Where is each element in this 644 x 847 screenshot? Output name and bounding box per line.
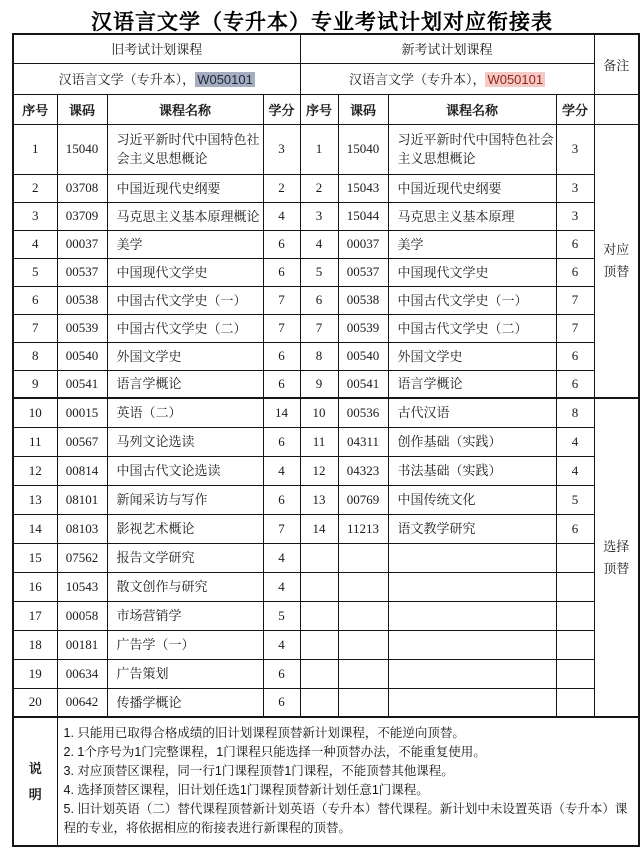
old-course-no: 3: [13, 202, 57, 230]
new-course-credit: [556, 688, 594, 717]
old-course-credit: 6: [263, 258, 300, 286]
new-major-code-highlight: W050101: [487, 72, 544, 87]
new-course-credit: 6: [556, 514, 594, 543]
old-course-credit: 4: [263, 202, 300, 230]
old-course-name: 语言学概论: [107, 370, 263, 398]
new-course-credit: [556, 630, 594, 659]
new-course-name: [388, 543, 556, 572]
old-course-credit: 6: [263, 485, 300, 514]
old-course-name: 中国现代文学史: [107, 258, 263, 286]
table-row: [13, 659, 639, 688]
old-course-credit: 7: [263, 286, 300, 314]
old-course-code: 10543: [57, 572, 107, 601]
new-course-code: 00539: [338, 314, 388, 342]
old-course-credit: 6: [263, 427, 300, 456]
old-course-name: 中国古代文论选读: [107, 456, 263, 485]
old-course-no: 11: [13, 427, 57, 456]
new-major-cell: [300, 63, 594, 94]
old-course-credit: 6: [263, 342, 300, 370]
new-course-code: [338, 688, 388, 717]
note-item: 1. 只能用已取得合格成绩的旧计划课程顶替新计划课程，不能逆向顶替。: [63, 726, 465, 740]
remark-choose-line2: 顶替: [603, 560, 630, 576]
new-course-code: [338, 659, 388, 688]
new-col-no: 序号: [300, 94, 338, 124]
remark-correspond-cell: [594, 124, 639, 398]
old-course-code: 08103: [57, 514, 107, 543]
old-course-no: 16: [13, 572, 57, 601]
new-course-name: 书法基础（实践）: [388, 456, 556, 485]
new-course-name: 马克思主义基本原理: [388, 202, 556, 230]
table-row: [13, 601, 639, 630]
old-course-code: 00642: [57, 688, 107, 717]
old-course-code: 00541: [57, 370, 107, 398]
old-course-name: 习近平新时代中国特色社会主义思想概论: [107, 124, 263, 174]
table-row: [13, 230, 639, 258]
old-course-credit: 6: [263, 370, 300, 398]
new-course-code: [338, 543, 388, 572]
remark-correspond-line1: 对应: [603, 241, 630, 257]
old-course-no: 4: [13, 230, 57, 258]
new-course-no: 13: [300, 485, 338, 514]
new-course-name: 习近平新时代中国特色社会主义思想概论: [388, 124, 556, 174]
new-course-credit: [556, 601, 594, 630]
new-course-credit: 6: [556, 370, 594, 398]
new-course-code: 00769: [338, 485, 388, 514]
new-course-code: 15043: [338, 174, 388, 202]
new-course-name: 美学: [388, 230, 556, 258]
old-course-code: 08101: [57, 485, 107, 514]
new-course-credit: 5: [556, 485, 594, 514]
new-course-credit: 6: [556, 258, 594, 286]
notes-label-line2: 明: [28, 786, 42, 802]
new-course-name: 中国古代文学史（二）: [388, 314, 556, 342]
old-course-credit: 4: [263, 456, 300, 485]
new-course-name: 创作基础（实践）: [388, 427, 556, 456]
old-course-name: 散文创作与研究: [107, 572, 263, 601]
old-course-no: 1: [13, 124, 57, 174]
new-course-name: 古代汉语: [388, 398, 556, 427]
new-course-name: 外国文学史: [388, 342, 556, 370]
old-course-code: 07562: [57, 543, 107, 572]
linkage-table: [12, 33, 640, 847]
remark-spacer-cell: [594, 94, 639, 124]
old-course-name: 中国近现代史纲要: [107, 174, 263, 202]
new-course-name: 中国传统文化: [388, 485, 556, 514]
notes-label: [13, 717, 57, 846]
new-course-credit: 6: [556, 230, 594, 258]
old-course-code: 00537: [57, 258, 107, 286]
table-row: [13, 314, 639, 342]
new-course-credit: 3: [556, 124, 594, 174]
table-row: [13, 370, 639, 398]
new-course-code: 00538: [338, 286, 388, 314]
new-course-code: 04311: [338, 427, 388, 456]
old-course-code: 00058: [57, 601, 107, 630]
old-course-code: 00539: [57, 314, 107, 342]
new-course-no: [300, 543, 338, 572]
table-row: [13, 342, 639, 370]
old-course-no: 8: [13, 342, 57, 370]
old-course-no: 15: [13, 543, 57, 572]
new-course-credit: 3: [556, 202, 594, 230]
old-course-credit: 2: [263, 174, 300, 202]
old-course-name: 中国古代文学史（一）: [107, 286, 263, 314]
new-course-no: 12: [300, 456, 338, 485]
old-course-credit: 4: [263, 543, 300, 572]
remark-correspond-line2: 顶替: [603, 263, 630, 279]
new-course-code: 15044: [338, 202, 388, 230]
new-col-credit: 学分: [556, 94, 594, 124]
new-course-name: [388, 688, 556, 717]
old-major-code-highlight: W050101: [197, 72, 253, 87]
old-course-credit: 7: [263, 314, 300, 342]
new-plan-section-title: 新考试计划课程: [300, 34, 594, 63]
new-course-no: 4: [300, 230, 338, 258]
old-course-code: 00037: [57, 230, 107, 258]
old-course-credit: 5: [263, 601, 300, 630]
old-course-code: 00538: [57, 286, 107, 314]
note-item: 5. 旧计划英语（二）替代课程顶替新计划英语（专升本）替代课程。新计划中未设置英语（专升本）课程的专业，将依据相应的衔接表进行新课程的顶替。: [63, 802, 628, 835]
old-course-no: 17: [13, 601, 57, 630]
new-course-code: 00037: [338, 230, 388, 258]
table-row: [13, 202, 639, 230]
table-row: [13, 688, 639, 717]
old-course-name: 传播学概论: [107, 688, 263, 717]
old-course-name: 美学: [107, 230, 263, 258]
new-course-credit: [556, 572, 594, 601]
old-course-credit: 6: [263, 659, 300, 688]
new-course-no: 8: [300, 342, 338, 370]
new-course-credit: 4: [556, 456, 594, 485]
old-course-no: 9: [13, 370, 57, 398]
table-row: [13, 286, 639, 314]
new-course-name: [388, 630, 556, 659]
old-course-credit: 4: [263, 630, 300, 659]
old-course-no: 6: [13, 286, 57, 314]
note-item: 2. 1个序号为1门完整课程，1门课程只能选择一种顶替办法，不能重复使用。: [63, 745, 486, 759]
table-row: [13, 485, 639, 514]
old-course-code: 00181: [57, 630, 107, 659]
new-course-no: [300, 630, 338, 659]
page-title: 汉语言文学（专升本）专业考试计划对应衔接表: [91, 9, 553, 34]
new-course-code: [338, 630, 388, 659]
old-course-name: 报告文学研究: [107, 543, 263, 572]
notes-content: [57, 717, 639, 846]
old-course-name: 中国古代文学史（二）: [107, 314, 263, 342]
note-item: 3. 对应顶替区课程，同一行1门课程顶替1门课程，不能顶替其他课程。: [63, 764, 454, 778]
new-course-code: 15040: [338, 124, 388, 174]
new-course-code: 00541: [338, 370, 388, 398]
new-course-name: [388, 572, 556, 601]
column-header-row: [13, 94, 639, 124]
new-course-no: 3: [300, 202, 338, 230]
note-item: 4. 选择顶替区课程，旧计划任选1门课程顶替新计划任意1门课程。: [63, 783, 429, 797]
old-course-code: 00814: [57, 456, 107, 485]
new-course-credit: 6: [556, 342, 594, 370]
old-course-code: 00540: [57, 342, 107, 370]
old-course-credit: 6: [263, 688, 300, 717]
old-course-name: 市场营销学: [107, 601, 263, 630]
new-course-no: 1: [300, 124, 338, 174]
new-course-no: 10: [300, 398, 338, 427]
old-course-credit: 6: [263, 230, 300, 258]
old-course-credit: 3: [263, 124, 300, 174]
new-course-name: [388, 659, 556, 688]
new-course-name: 语言学概论: [388, 370, 556, 398]
old-course-code: 03709: [57, 202, 107, 230]
table-row: [13, 174, 639, 202]
old-course-name: 影视艺术概论: [107, 514, 263, 543]
new-course-name: 中国古代文学史（一）: [388, 286, 556, 314]
new-course-code: [338, 601, 388, 630]
new-course-no: 2: [300, 174, 338, 202]
remark-choose-line1: 选择: [603, 538, 630, 554]
new-course-code: 11213: [338, 514, 388, 543]
new-course-no: 7: [300, 314, 338, 342]
old-course-no: 2: [13, 174, 57, 202]
old-course-name: 广告学（一）: [107, 630, 263, 659]
new-course-name: 中国现代文学史: [388, 258, 556, 286]
new-course-credit: 3: [556, 174, 594, 202]
remark-header: 备注: [594, 34, 639, 94]
new-course-no: 9: [300, 370, 338, 398]
new-course-no: 6: [300, 286, 338, 314]
new-course-no: 5: [300, 258, 338, 286]
new-col-code: 课码: [338, 94, 388, 124]
new-course-credit: 4: [556, 427, 594, 456]
new-course-code: 00536: [338, 398, 388, 427]
notes-label-line1: 说: [28, 760, 42, 776]
new-course-credit: [556, 543, 594, 572]
old-course-name: 外国文学史: [107, 342, 263, 370]
new-course-credit: [556, 659, 594, 688]
major-header-row: [13, 63, 639, 94]
table-row: [13, 427, 639, 456]
table-row: [13, 456, 639, 485]
new-course-no: 11: [300, 427, 338, 456]
new-course-no: [300, 572, 338, 601]
new-col-name: 课程名称: [388, 94, 556, 124]
new-course-no: [300, 688, 338, 717]
old-course-no: 7: [13, 314, 57, 342]
new-course-code: 00537: [338, 258, 388, 286]
old-col-code: 课码: [57, 94, 107, 124]
old-course-no: 12: [13, 456, 57, 485]
old-course-code: 00567: [57, 427, 107, 456]
table-row: [13, 514, 639, 543]
new-major-name: 汉语言文学（专升本），: [348, 72, 486, 87]
new-course-name: 中国近现代史纲要: [388, 174, 556, 202]
old-course-credit: 14: [263, 398, 300, 427]
old-course-name: 新闻采访与写作: [107, 485, 263, 514]
old-col-no: 序号: [13, 94, 57, 124]
old-plan-section-title: 旧考试计划课程: [13, 34, 300, 63]
old-course-no: 10: [13, 398, 57, 427]
old-course-no: 13: [13, 485, 57, 514]
old-course-no: 14: [13, 514, 57, 543]
new-course-code: [338, 572, 388, 601]
new-course-code: 04323: [338, 456, 388, 485]
table-row: [13, 398, 639, 427]
old-course-code: 03708: [57, 174, 107, 202]
new-course-credit: 7: [556, 314, 594, 342]
old-major-name: 汉语言文学（专升本），: [58, 72, 196, 87]
old-course-credit: 7: [263, 514, 300, 543]
notes-row: [13, 717, 639, 846]
plan-section-header-row: [13, 34, 639, 63]
remark-choose-cell: [594, 398, 639, 717]
old-major-cell: [13, 63, 300, 94]
new-course-credit: 7: [556, 286, 594, 314]
old-course-credit: 4: [263, 572, 300, 601]
old-course-name: 英语（二）: [107, 398, 263, 427]
old-course-no: 18: [13, 630, 57, 659]
old-course-code: 15040: [57, 124, 107, 174]
old-course-no: 20: [13, 688, 57, 717]
old-course-name: 广告策划: [107, 659, 263, 688]
new-course-no: 14: [300, 514, 338, 543]
old-col-credit: 学分: [263, 94, 300, 124]
old-col-name: 课程名称: [107, 94, 263, 124]
new-course-code: 00540: [338, 342, 388, 370]
old-course-name: 马列文论选读: [107, 427, 263, 456]
old-course-name: 马克思主义基本原理概论: [107, 202, 263, 230]
table-row: [13, 258, 639, 286]
old-course-code: 00634: [57, 659, 107, 688]
new-course-no: [300, 659, 338, 688]
new-course-no: [300, 601, 338, 630]
new-course-credit: 8: [556, 398, 594, 427]
table-row: [13, 630, 639, 659]
table-row: [13, 572, 639, 601]
old-course-code: 00015: [57, 398, 107, 427]
new-course-name: 语文教学研究: [388, 514, 556, 543]
table-row: [13, 543, 639, 572]
table-row: [13, 124, 639, 174]
old-course-no: 19: [13, 659, 57, 688]
new-course-name: [388, 601, 556, 630]
old-course-no: 5: [13, 258, 57, 286]
